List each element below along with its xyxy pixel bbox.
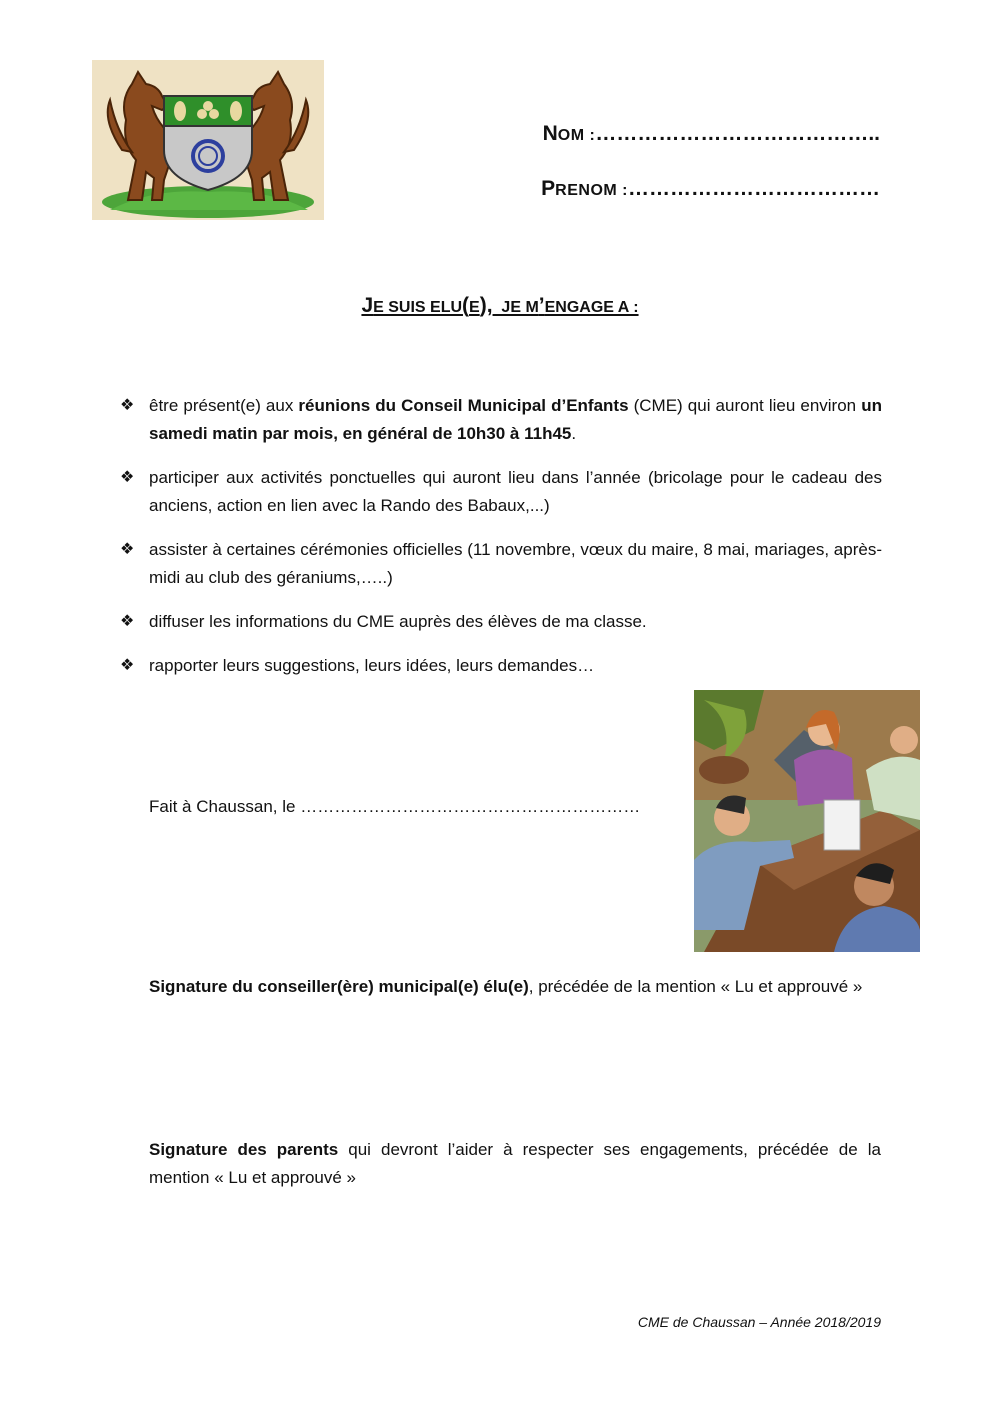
- prenom-label-rest: RENOM :: [555, 182, 628, 199]
- title-apostrophe: ’: [538, 294, 545, 317]
- nom-label-first: N: [542, 122, 558, 145]
- engagement-item-information: [120, 608, 882, 636]
- engagement-text: être présent(e) aux: [149, 396, 299, 415]
- nom-dots: …………………………………..: [595, 122, 880, 145]
- engagement-item-meetings: [120, 392, 882, 448]
- four-diamond-bullet-icon: ❖: [120, 541, 135, 558]
- signature-conseiller: [149, 973, 881, 1001]
- coat-of-arms-icon: [92, 60, 324, 220]
- engagement-text: participer aux activités ponctuelles qui auront lieu dans l’année (bricolage pour le cadeau des anciens, action en lien avec la Rando des Babaux,...): [149, 468, 882, 515]
- prenom-field: [541, 177, 880, 201]
- engagement-item-suggestions: [120, 652, 882, 680]
- four-diamond-bullet-icon: ❖: [120, 469, 135, 486]
- title-part2-rest: ENGAGE A :: [544, 299, 639, 316]
- four-diamond-bullet-icon: ❖: [120, 397, 135, 414]
- title-e: E: [469, 299, 480, 316]
- engagement-list: [120, 392, 882, 696]
- place-date-line: Fait à Chaussan, le ……………………………………………………: [149, 797, 641, 816]
- engagement-text: diffuser les informations du CME auprès des élèves de ma classe.: [149, 612, 647, 631]
- meeting-illustration: [694, 690, 920, 952]
- signature-conseiller-rest: , précédée de la mention « Lu et approuvé »: [528, 977, 863, 996]
- nom-field: [543, 122, 880, 146]
- four-diamond-bullet-icon: ❖: [120, 613, 135, 630]
- engagement-bold: un samedi matin par mois, en général de 10h30 à 11h45: [149, 396, 882, 443]
- engagement-text: .: [571, 424, 577, 443]
- coat-of-arms-logo: [92, 60, 324, 220]
- signature-conseiller-bold: Signature du conseiller(ère) municipal(e) élu(e): [149, 977, 529, 996]
- signature-parents: [149, 1136, 881, 1192]
- title-part1-first: J: [361, 294, 374, 317]
- title-part2-first: JE M: [492, 299, 539, 316]
- title-paren-open: (: [462, 294, 470, 317]
- prenom-dots: ………………………………: [628, 177, 880, 200]
- signature-parents-rest: qui devront l’aider à respecter ses engagements, précédée de la mention « Lu et approuvé »: [149, 1140, 881, 1187]
- four-diamond-bullet-icon: ❖: [120, 657, 135, 674]
- title-part1-rest: E SUIS ELU: [373, 299, 463, 316]
- engagement-text: assister à certaines cérémonies officielles (11 novembre, vœux du maire, 8 mai, mariages, après-midi au club des géraniums,…..): [149, 540, 882, 587]
- title-paren-close: ),: [479, 294, 493, 317]
- engagement-text: rapporter leurs suggestions, leurs idées, leurs demandes…: [149, 656, 595, 675]
- engagement-item-activities: [120, 464, 882, 520]
- engagement-item-ceremonies: [120, 536, 882, 592]
- page-footer: CME de Chaussan – Année 2018/2019: [637, 1314, 881, 1330]
- nom-label-rest: OM :: [557, 127, 596, 144]
- prenom-label-first: P: [541, 177, 556, 200]
- engagement-bold: réunions du Conseil Municipal d’Enfants: [298, 396, 629, 415]
- page-title: [0, 294, 1000, 318]
- engagement-text: (CME) qui auront lieu environ: [628, 396, 862, 415]
- meeting-clipart-image: [694, 690, 920, 952]
- signature-parents-bold: Signature des parents: [149, 1140, 339, 1159]
